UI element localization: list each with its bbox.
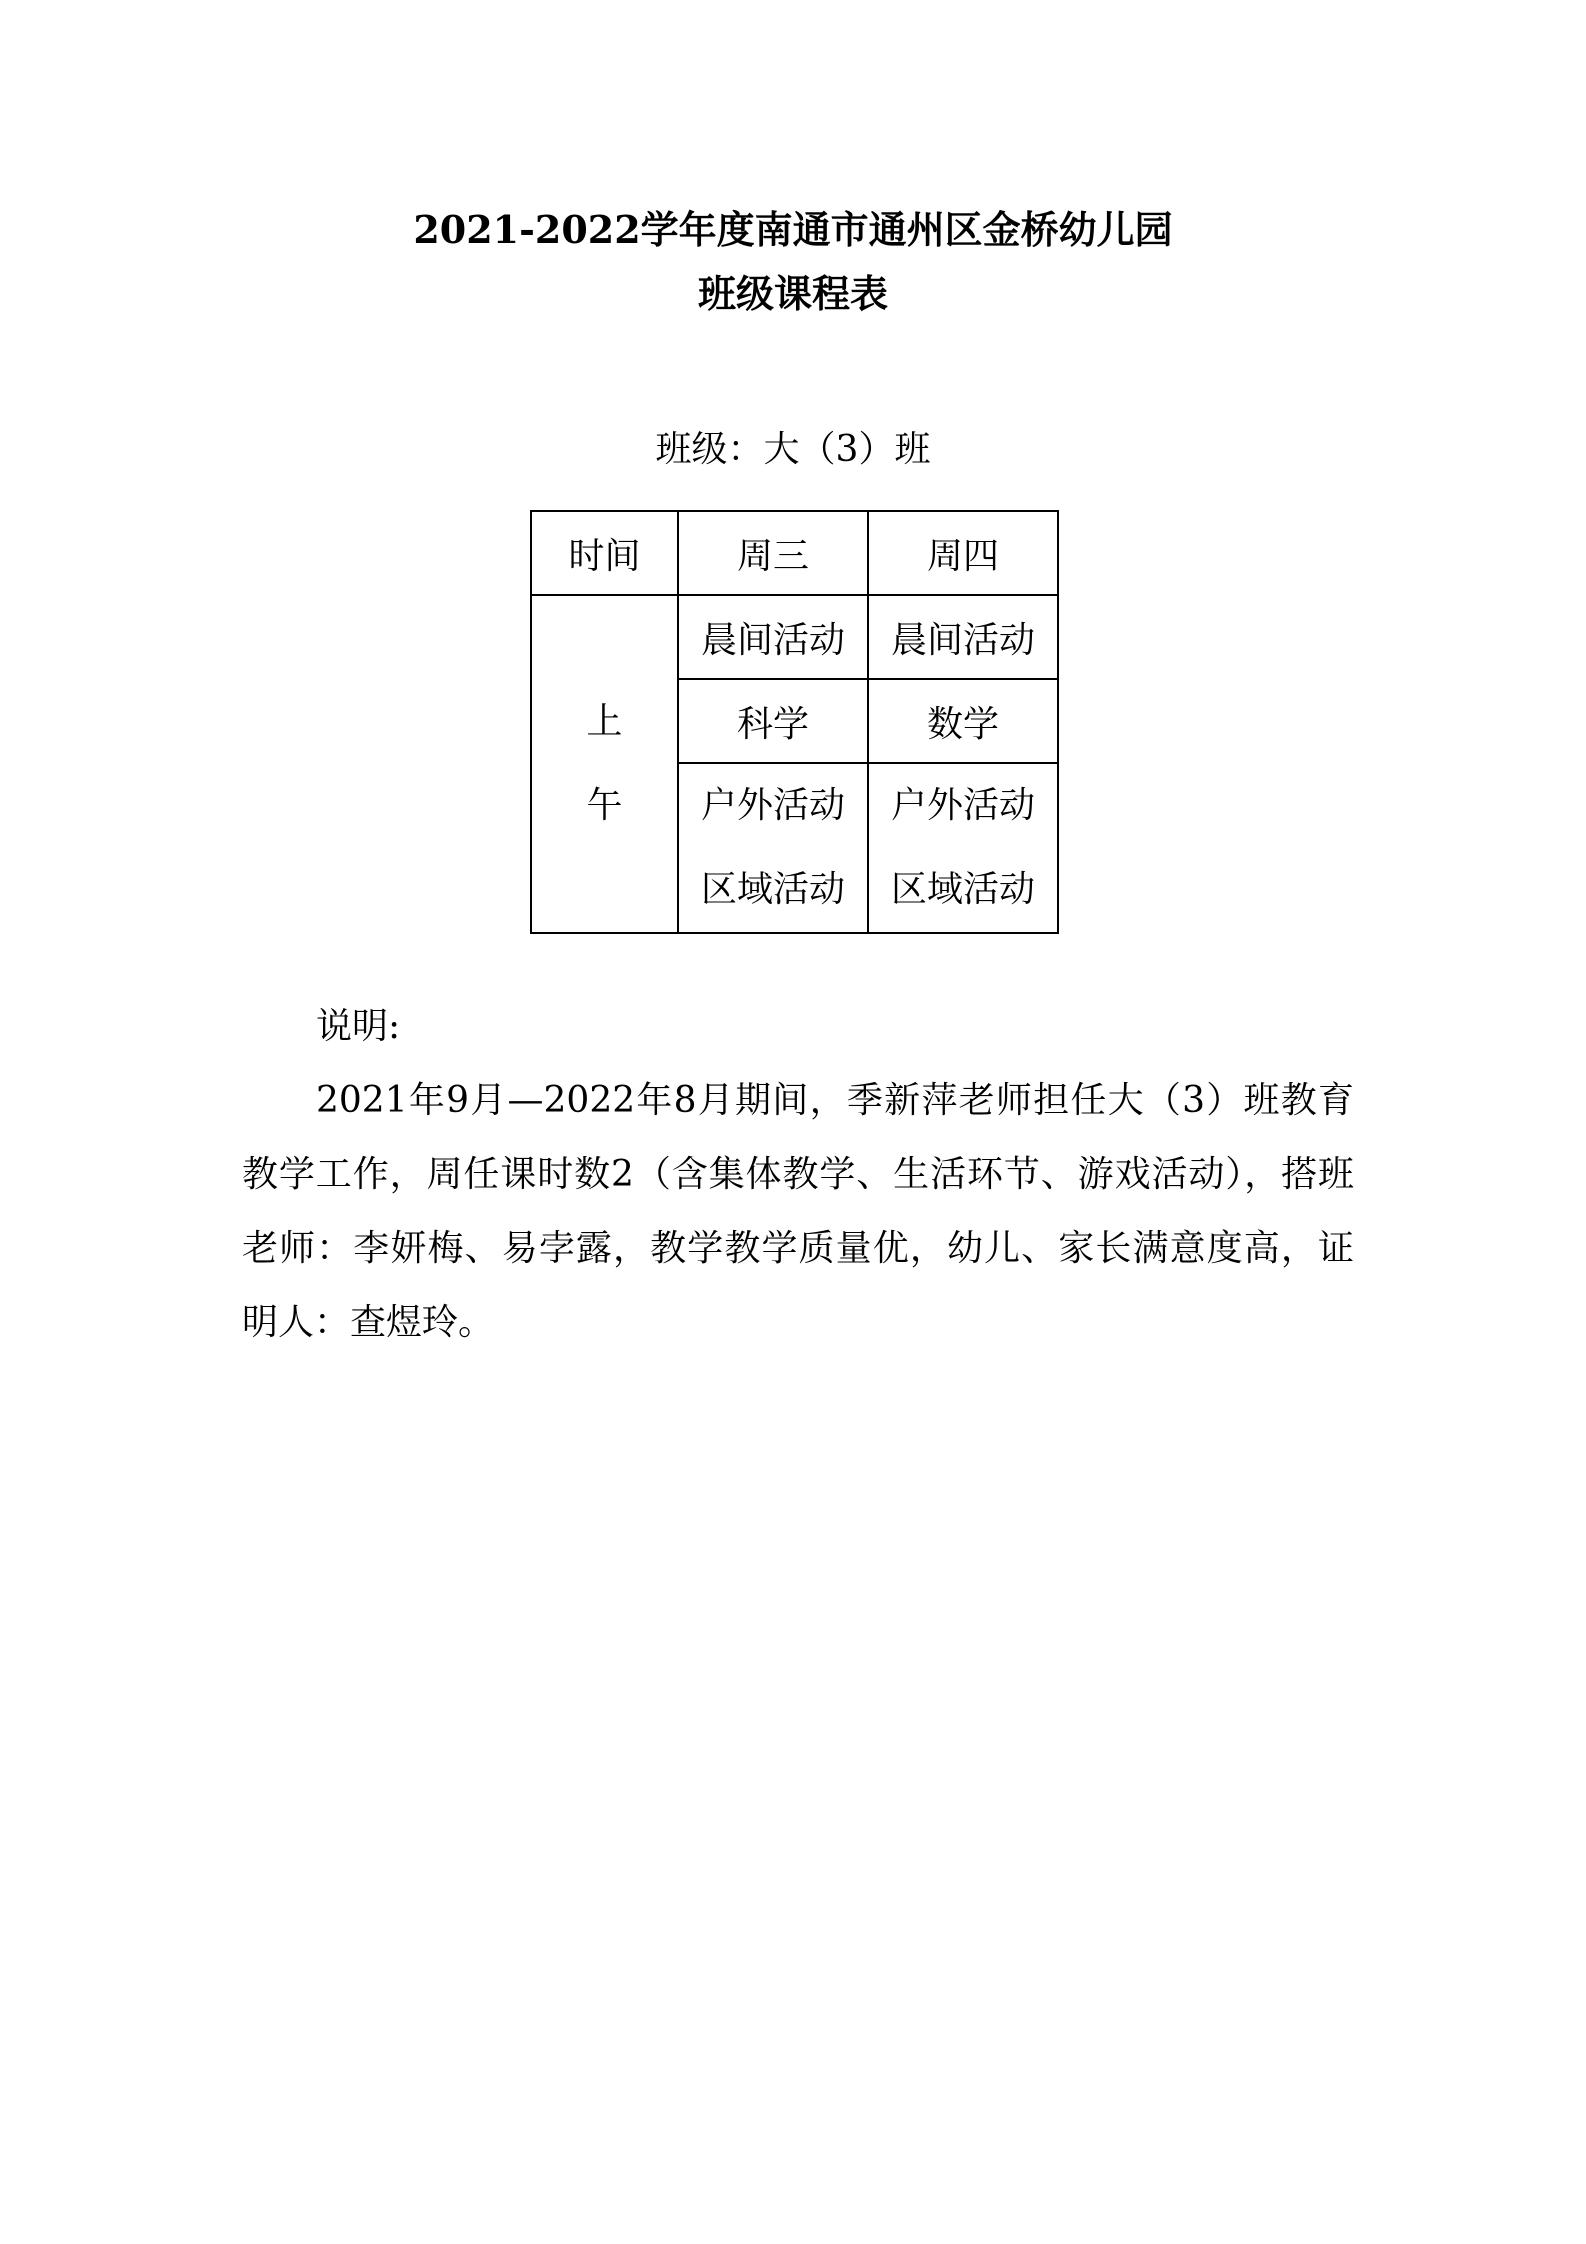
cell-thu-3b: 区域活动 [890,869,1035,910]
title-line-1: 2021-2022学年度南通市通州区金桥幼儿园 [413,207,1173,252]
cell-thu-3 [868,763,1058,933]
title-line-2: 班级课程表 [697,271,888,316]
header-wednesday: 周三 [678,511,868,595]
cell-thu-3a: 户外活动 [890,785,1035,826]
cell-wed-3 [678,763,868,933]
table-row [531,595,1058,679]
cell-wed-3a: 户外活动 [700,785,845,826]
period-char-1: 上 [586,701,623,742]
header-time: 时间 [531,511,678,595]
table-header-row [531,511,1058,595]
notes-label: 说明: [316,1006,401,1047]
schedule-table [530,510,1059,934]
cell-thu-1: 晨间活动 [868,595,1058,679]
document-title [0,198,1586,326]
cell-wed-1: 晨间活动 [678,595,868,679]
period-char-2: 午 [586,785,623,826]
cell-wed-2: 科学 [678,679,868,763]
class-label: 班级：大（3）班 [655,429,931,470]
cell-thu-2: 数学 [868,679,1058,763]
header-thursday: 周四 [868,511,1058,595]
period-morning [531,595,678,933]
notes-section [242,990,1354,1360]
cell-wed-3b: 区域活动 [700,869,845,910]
notes-paragraph: 2021年9月—2022年8月期间，季新萍老师担任大（3）班教育教学工作，周任课时数2（含集体教学、生活环节、游戏活动），搭班老师：李妍梅、易孛露，教学教学质量优，幼儿、家长满意度高，证明人：查煜玲。 [242,1080,1354,1343]
